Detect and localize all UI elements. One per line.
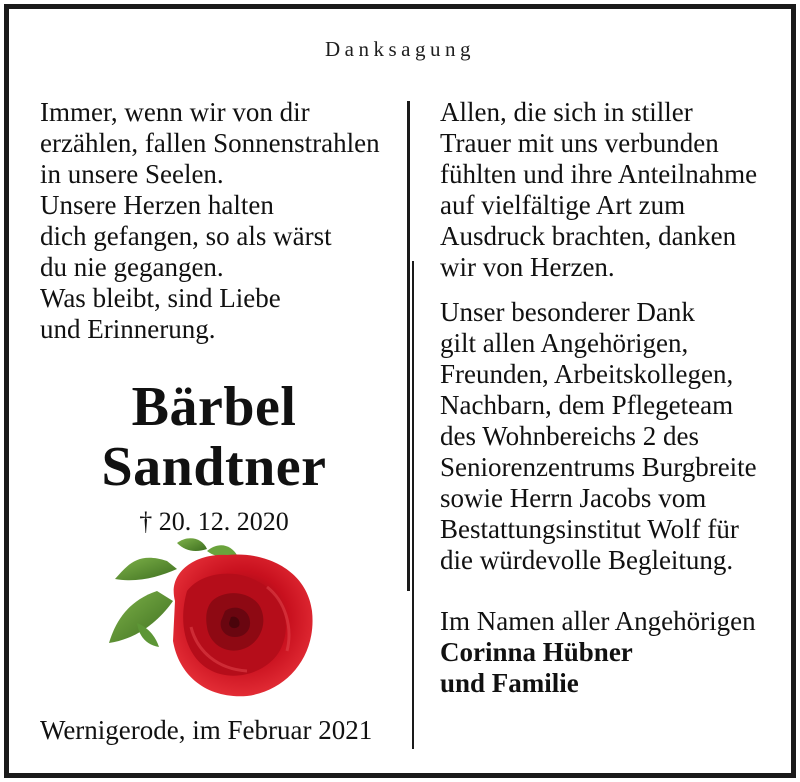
poem-line: in unsere Seelen. xyxy=(40,159,224,189)
signature-intro: Im Namen aller Angehörigen xyxy=(440,606,756,636)
poem-line: und Erinnerung. xyxy=(40,314,216,344)
poem-line: dich gefangen, so als wärst xyxy=(40,221,332,251)
thanks-line: Ausdruck brachten, danken xyxy=(440,221,737,251)
obituary-frame xyxy=(4,4,796,778)
thanks-line: die würdevolle Begleitung. xyxy=(440,545,734,575)
thanks-line: fühlten und ihre Anteilnahme xyxy=(440,159,758,189)
column-divider-lower xyxy=(412,261,414,749)
thanks-paragraph-1 xyxy=(440,97,790,283)
red-rose-icon xyxy=(107,531,327,701)
deceased-block xyxy=(19,377,409,537)
signature-name: Corinna Hübner xyxy=(440,637,633,667)
signature-block xyxy=(440,606,790,699)
deceased-last-name: Sandtner xyxy=(101,436,327,498)
thanks-line: des Wohnbereichs 2 des xyxy=(440,421,700,451)
thanks-line: Trauer mit uns verbunden xyxy=(440,128,719,158)
thanks-line: gilt allen Angehörigen, xyxy=(440,328,689,358)
thanks-line: Freunden, Arbeitskollegen, xyxy=(440,359,734,389)
poem-line: Was bleibt, sind Liebe xyxy=(40,283,281,313)
thanks-line: wir von Herzen. xyxy=(440,252,615,282)
thanks-line: Bestattungsinstitut Wolf für xyxy=(440,514,739,544)
place-date: Wernigerode, im Februar 2021 xyxy=(40,715,373,745)
thanks-paragraph-2 xyxy=(440,297,790,576)
poem-line: Immer, wenn wir von dir xyxy=(40,97,310,127)
poem-line: du nie gegangen. xyxy=(40,252,224,282)
thanks-text xyxy=(440,97,790,699)
heading: Danksagung xyxy=(325,37,475,61)
thanks-line: Seniorenzentrums Burgbreite xyxy=(440,452,757,482)
thanks-line: auf vielfältige Art zum xyxy=(440,190,686,220)
thanks-line: Allen, die sich in stiller xyxy=(440,97,693,127)
thanks-line: Nachbarn, dem Pflegeteam xyxy=(440,390,734,420)
poem-line: erzählen, fallen Sonnenstrahlen xyxy=(40,128,380,158)
deceased-first-name: Bärbel xyxy=(131,376,297,438)
column-divider-upper xyxy=(407,101,410,591)
death-date: † 20. 12. 2020 xyxy=(139,507,289,536)
thanks-line: Unser besonderer Dank xyxy=(440,297,695,327)
signature-family: und Familie xyxy=(440,668,579,698)
thanks-line: sowie Herrn Jacobs vom xyxy=(440,483,707,513)
poem-line: Unsere Herzen halten xyxy=(40,190,274,220)
poem xyxy=(40,97,400,345)
